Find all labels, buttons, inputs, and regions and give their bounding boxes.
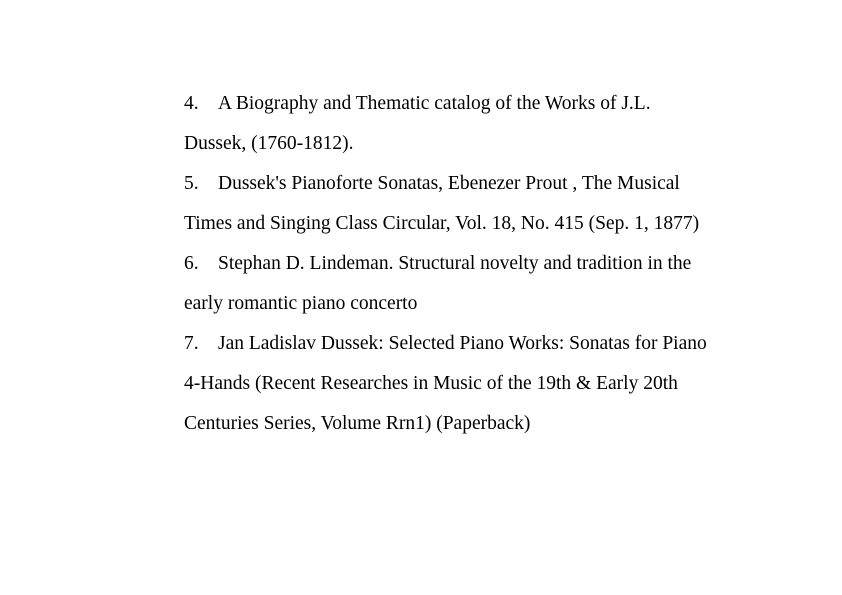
reference-text: Jan Ladislav Dussek: Selected Piano Works: Sonatas for Piano 4-Hands (Recent Researches in Music of the 19th & Early 20th Centuries Series, Volume Rrn1) (Paperback) xyxy=(184,333,707,434)
reference-item-7 xyxy=(184,324,714,444)
reference-number: 5. xyxy=(184,173,199,194)
reference-text: A Biography and Thematic catalog of the Works of J.L. Dussek, (1760-1812). xyxy=(184,93,651,154)
reference-list xyxy=(184,84,714,444)
reference-number: 6. xyxy=(184,253,199,274)
reference-number: 7. xyxy=(184,333,199,354)
reference-text: Stephan D. Lindeman. Structural novelty and tradition in the early romantic piano concerto xyxy=(184,253,692,314)
reference-number: 4. xyxy=(184,93,199,114)
reference-item-6 xyxy=(184,244,714,324)
reference-item-4 xyxy=(184,84,714,164)
reference-item-5 xyxy=(184,164,714,244)
reference-text: Dussek's Pianoforte Sonatas, Ebenezer Prout , The Musical Times and Singing Class Circular, Vol. 18, No. 415 (Sep. 1, 1877) xyxy=(184,173,700,234)
